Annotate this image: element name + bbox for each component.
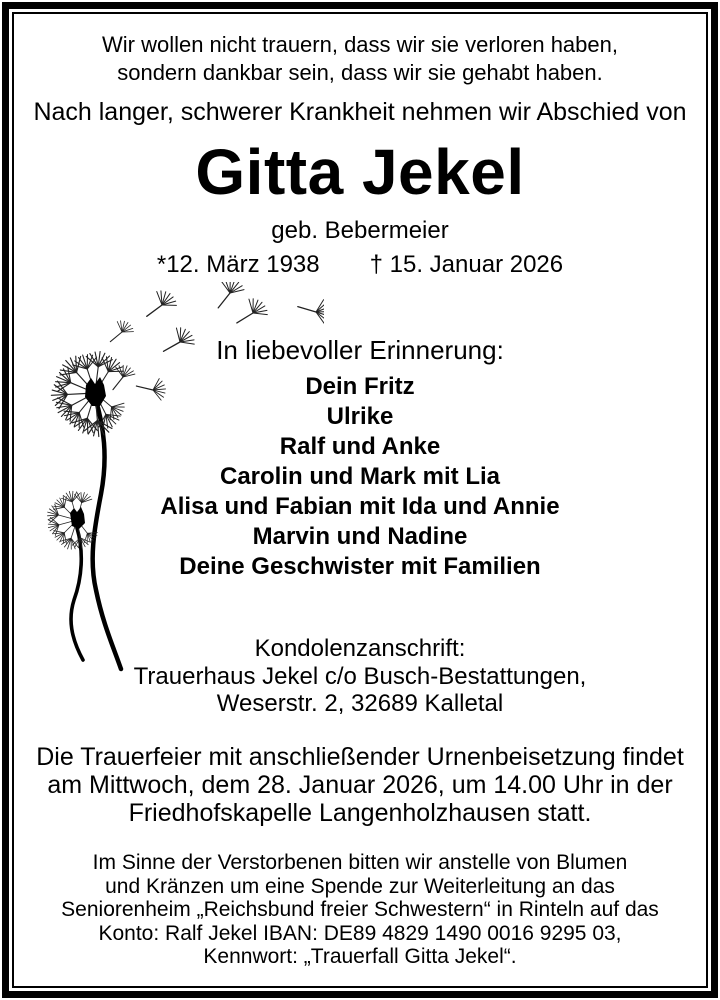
mourner-line: Deine Geschwister mit Familien xyxy=(179,553,541,580)
outer-border xyxy=(2,2,718,998)
memory-heading: In liebevoller Erinnerung: xyxy=(216,335,504,365)
mourner-line: Alisa und Fabian mit Ida und Annie xyxy=(160,493,560,520)
funeral-line: Friedhofskapelle Langenholzhausen statt. xyxy=(128,799,592,827)
donation-line: Kennwort: „Trauerfall Gitta Jekel“. xyxy=(203,945,517,968)
donation-line: Seniorenheim „Reichsbund freier Schwestern“ in Rinteln auf das xyxy=(61,898,659,921)
maiden-name: geb. Bebermeier xyxy=(271,217,449,244)
condolence-line: Trauerhaus Jekel c/o Busch-Bestattungen, xyxy=(133,662,587,690)
mourner-line: Marvin und Nadine xyxy=(252,523,468,550)
donation-line: und Kränzen um eine Spende zur Weiterleitung an das xyxy=(105,874,615,898)
mourners-list xyxy=(14,372,706,582)
donation-info xyxy=(14,851,706,969)
mourner-line: Ralf und Anke xyxy=(279,433,441,460)
birth-date: *12. März 1938 xyxy=(156,251,320,278)
epigraph xyxy=(14,31,706,87)
epigraph-line: sondern dankbar sein, dass wir sie gehabt haben. xyxy=(117,60,603,85)
mourner-line: Carolin und Mark mit Lia xyxy=(219,463,501,490)
mourner-line: Dein Fritz xyxy=(305,373,415,400)
donation-line: Im Sinne der Verstorbenen bitten wir anstelle von Blumen xyxy=(92,851,628,874)
condolence-line: Weserstr. 2, 32689 Kalletal xyxy=(216,690,504,717)
life-dates xyxy=(14,253,706,277)
mourner-line: Ulrike xyxy=(326,403,394,430)
funeral-info xyxy=(14,743,706,827)
intro-line: Nach langer, schwerer Krankheit nehmen wir Abschied von xyxy=(33,98,687,126)
death-date: † 15. Januar 2026 xyxy=(369,251,564,278)
funeral-line: am Mittwoch, dem 28. Januar 2026, um 14.00 Uhr in der xyxy=(47,771,673,799)
notice-content xyxy=(14,14,706,986)
epigraph-line: Wir wollen nicht trauern, dass wir sie verloren haben, xyxy=(101,32,618,57)
inner-border xyxy=(12,12,708,988)
deceased-name: Gitta Jekel xyxy=(195,136,525,208)
condolence-address xyxy=(14,635,706,718)
funeral-line: Die Trauerfeier mit anschließender Urnenbeisetzung findet xyxy=(36,743,684,771)
condolence-heading: Kondolenzanschrift: xyxy=(254,635,466,662)
donation-line: Konto: Ralf Jekel IBAN: DE89 4829 1490 0016 9295 03, xyxy=(98,921,622,945)
